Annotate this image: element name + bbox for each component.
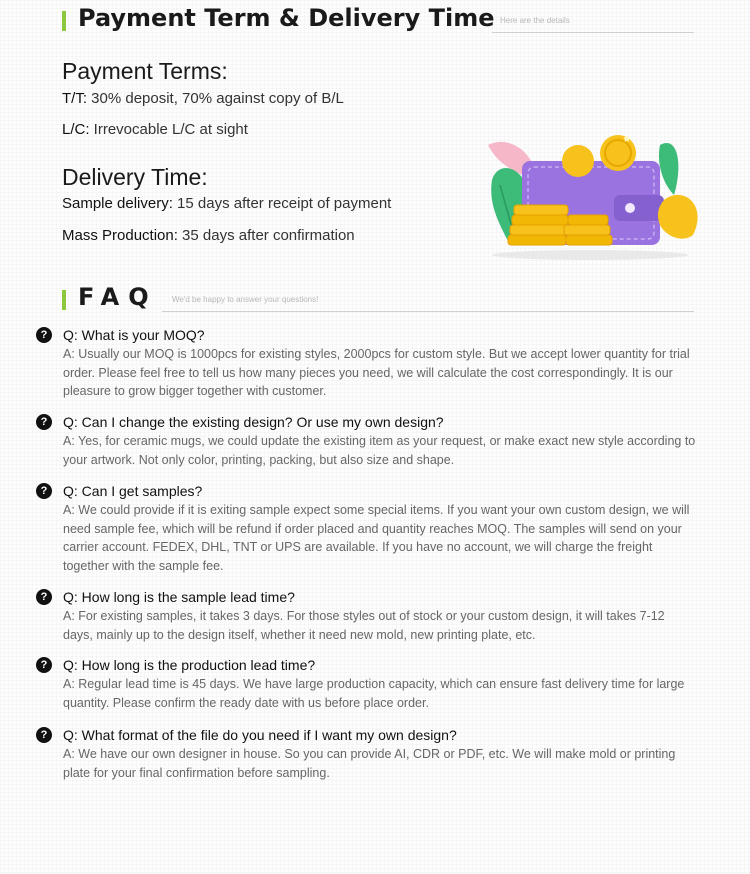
question-icon: ? [36, 327, 52, 343]
faq-item [36, 588, 696, 644]
faq-question: Q: Can I change the existing design? Or use my own design? [63, 414, 444, 430]
mass-value: 35 days after confirmation [177, 227, 355, 244]
lc-value: Irrevocable L/C at sight [89, 121, 248, 138]
faq-answer: A: We could provide if it is exiting sample expect some special items. If you want your own custom design, we will need sample fee, which will be refund if order placed and quantity reaches MOQ. The samples will send on your carrier account. FEDEX, DHL, TNT or UPS are available. If you have no account, we will charge the freight together with the sample fee. [63, 503, 690, 573]
question-icon: ? [36, 414, 52, 430]
shadow [492, 250, 688, 260]
sample-label: Sample delivery: [62, 195, 173, 212]
section-subtitle: We'd be happy to answer your questions! [172, 295, 319, 304]
faq-answer: A: For existing samples, it takes 3 days. For those styles out of stock or your custom design, it will takes 7-12 days, mainly up to the design itself, whether it need new mold, new printing plate, etc. [63, 609, 665, 642]
payment-tt-line [62, 90, 344, 107]
gold-leaf-icon [658, 195, 698, 239]
faq-item [36, 482, 696, 575]
faq-question: Q: What format of the file do you need if I want my own design? [63, 727, 457, 743]
section-header-payment [62, 4, 694, 38]
delivery-time-heading: Delivery Time: [62, 164, 208, 190]
wallet-clasp [614, 195, 664, 221]
delivery-sample-line [62, 195, 391, 212]
tt-value: 30% deposit, 70% against copy of B/L [87, 90, 344, 107]
mass-label: Mass Production: [62, 227, 178, 244]
faq-question: Q: Can I get samples? [63, 483, 203, 499]
tt-label: T/T: [62, 90, 87, 107]
accent-bar [62, 290, 66, 310]
accent-bar [62, 11, 66, 31]
section-title: FAQ [78, 283, 158, 311]
faq-question: Q: How long is the production lead time? [63, 657, 316, 673]
faq-answer: A: Usually our MOQ is 1000pcs for existing styles, 2000pcs for custom style. But we accept lower quantity for trial order. Please feel free to tell us how many pieces you need, we will calculate the cost correspondingly. It is our pleasure to grow bigger together with customer. [63, 347, 690, 398]
lc-label: L/C: [62, 121, 90, 138]
section-header-faq [62, 283, 694, 317]
question-icon: ? [36, 589, 52, 605]
payment-terms-heading: Payment Terms: [62, 58, 228, 84]
question-icon: ? [36, 483, 52, 499]
faq-answer: A: Regular lead time is 45 days. We have large production capacity, which can ensure fast delivery time for large quantity. Please confirm the ready date with us before place order. [63, 677, 685, 710]
faq-answer: A: Yes, for ceramic mugs, we could update the existing item as your request, or make exact new style according to your artwork. Not only color, printing, packing, but also size and shape. [63, 434, 696, 467]
faq-question: Q: What is your MOQ? [63, 327, 205, 343]
section-subtitle: Here are the details [500, 16, 570, 25]
faq-question: Q: How long is the sample lead time? [63, 589, 295, 605]
green-leaf-right-icon [659, 143, 678, 195]
faq-item [36, 656, 696, 712]
faq-answer: A: We have our own designer in house. So you can provide AI, CDR or PDF, etc. We will make mold or printing plate for your final confirmation before sampling. [63, 747, 676, 780]
delivery-mass-line [62, 227, 355, 244]
question-icon: ? [36, 727, 52, 743]
divider [162, 311, 694, 312]
payment-lc-line [62, 121, 248, 138]
faq-item [36, 326, 696, 401]
wallet-coins-illustration [478, 125, 710, 270]
question-icon: ? [36, 657, 52, 673]
sample-value: 15 days after receipt of payment [172, 195, 392, 212]
divider [492, 32, 694, 33]
faq-item [36, 413, 696, 469]
section-title: Payment Term & Delivery Time [78, 4, 495, 32]
faq-item [36, 726, 696, 782]
